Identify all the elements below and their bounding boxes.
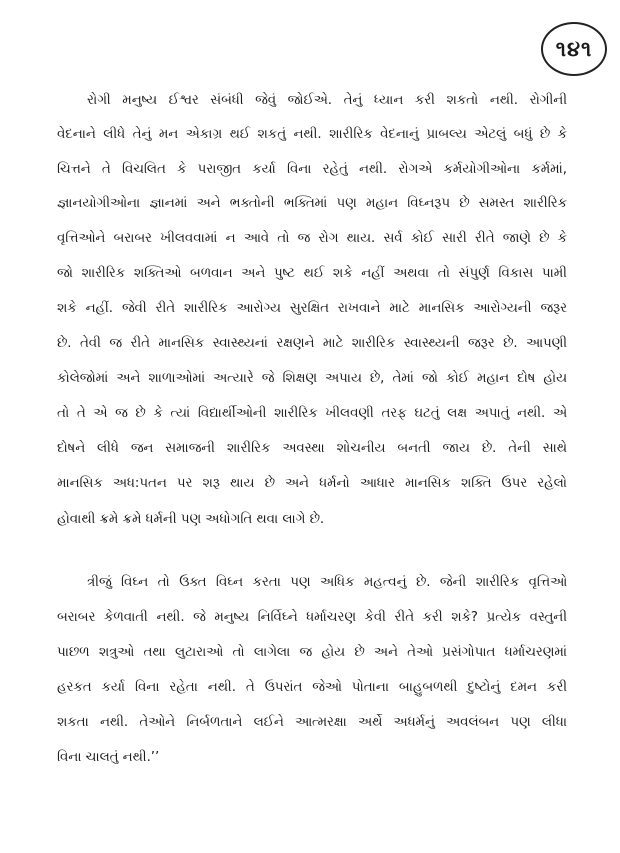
text-line: પાછળ શત્રુઓ તથા લુટારાઓ તો લાગેલા જ હોય છે અને તેઓ પ્રસંગોપાત ધર્માચરણમાં: [57, 645, 567, 660]
text-line: રોગી મનુષ્ય ઈશ્વર સંબંધી જેવું જોઈએ. તેનું ધ્યાન કરી શકતો નથી. રોગીની: [87, 93, 567, 108]
text-line: વૃત્તિઓને બરાબર ખીલવવામાં ન આવે તો જ રોગ થાય. સર્વ કોઈ સારી રીતે જાણે છે કે: [57, 231, 567, 246]
text-line: જ્ઞાનયોગીઓના જ્ઞાનમાં અને ભક્તોની ભક્તિમાં પણ મહાન વિઘ્નરૂપ છે સમસ્ત શારીરિક: [57, 196, 567, 211]
text-line: છે. તેવી જ રીતે માનસિક સ્વાસ્થ્યનાં રક્ષણને માટે શારીરિક સ્વાસ્થ્યની જરૂર છે. આપણી: [57, 336, 567, 351]
text-line: જો શારીરિક શક્તિઓ બળવાન અને પુષ્ટ થઈ શકે નહીં અથવા તો સંપુર્ણ વિકાસ પામી: [57, 266, 567, 281]
text-line: હોવાથી ક્રમે ક્રમે ધર્મની પણ અધોગતિ થવા લાગે છે.: [57, 512, 325, 527]
text-line: ત્રીજું વિઘ્ન તો ઉક્ત વિઘ્ન કરતા પણ અધિક મહત્વનું છે. જેની શારીરિક વૃત્તિઓ: [87, 575, 567, 590]
text-line: શકે નહીં. જેવી રીતે શારીરિક આરોગ્ય સુરક્ષિત રાખવાને માટે માનસિક આરોગ્યની જરૂર: [57, 301, 567, 316]
text-line: તો તે એ જ છે કે ત્યાં વિદ્યાર્થીઓની શારીરિક ખીલવણી તરફ ઘટતું લક્ષ અપાતું નથી. એ: [57, 406, 567, 421]
text-line: દોષને લીધે જન સમાજની શારીરિક અવસ્થા શોચનીય બનતી જાય છે. તેની સાથે: [57, 441, 567, 456]
text-line: બરાબર કેળવાતી નથી. જે મનુષ્ય નિર્વિઘ્ને ધર્માચરણ કેવી રીતે કરી શકે? પ્રત્યેક વસ્તુની: [57, 610, 567, 625]
text-line: કોલેજોમાં અને શાળાઓમાં અત્યારે જે શિક્ષણ અપાય છે, તેમાં જો કોઈ મહાન દોષ હોય: [57, 371, 567, 386]
text-line: હરકત કર્યા વિના રહેતા નથી. તે ઉપરાંત જેઓ પોતાના બાહુબળથી દુષ્ટોનું દમન કરી: [57, 680, 567, 695]
text-line: શકતા નથી. તેઓને નિર્બળતાને લઈને આત્મરક્ષા અર્થે અધર્મનું અવલંબન પણ લીધા: [57, 715, 567, 730]
text-line: વેદનાને લીધે તેનું મન એકાગ્ર થઈ શકતું નથી. શારીરિક વેદનાનું પ્રાબલ્ય એટલું બધું છે કે: [57, 127, 567, 142]
text-line: માનસિક અધ:પતન પર શરૂ થાય છે અને ધર્મનો આધાર માનસિક શક્તિ ઉપર રહેલો: [57, 476, 567, 491]
page-number-circle: ૧૪૧: [541, 22, 607, 76]
text-line: વિના ચાલતું નથી.’’: [57, 750, 160, 765]
text-line: ચિત્તને તે વિચલિત કે પરાજીત કર્યા વિના રહેતું નથી. રોગએ કર્મયોગીઓના કર્મમાં,: [57, 162, 567, 177]
